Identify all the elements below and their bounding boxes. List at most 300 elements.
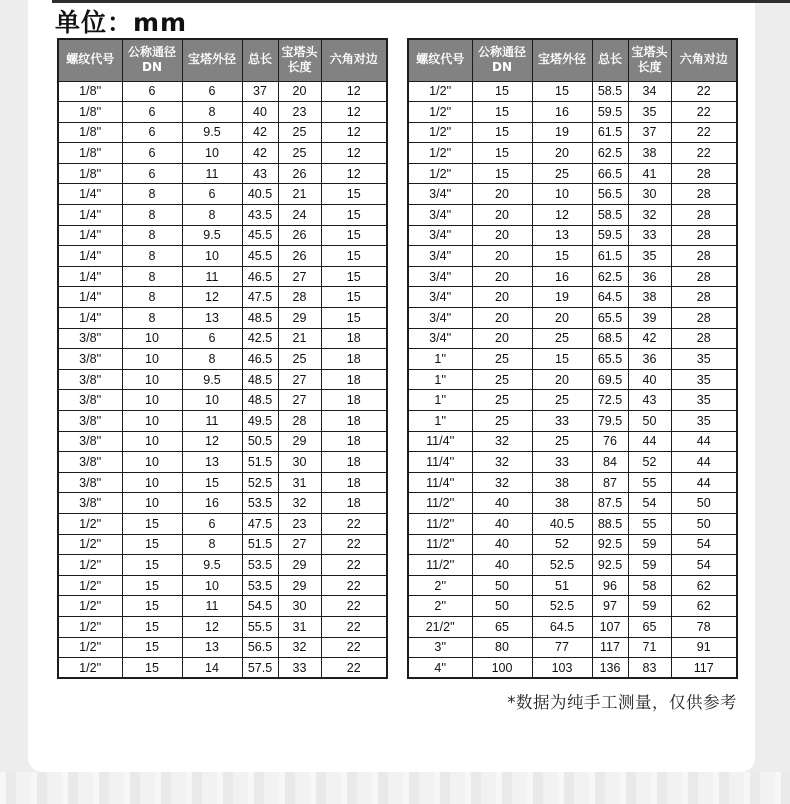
table-cell: 54.5 [242,596,278,617]
table-cell: 77 [532,637,592,658]
table-cell: 25 [278,349,321,370]
table-cell: 25 [532,328,592,349]
table-cell: 52.5 [532,555,592,576]
table-cell: 15 [532,246,592,267]
table-cell: 45.5 [242,246,278,267]
table-cell: 1/8'' [58,143,122,164]
table-cell: 15 [122,596,182,617]
table-cell: 15 [321,225,387,246]
table-cell: 3'' [408,637,472,658]
table-cell: 83 [628,658,671,679]
table-cell: 12 [321,143,387,164]
table-cell: 31 [278,472,321,493]
table-cell: 10 [122,472,182,493]
table-cell: 3/4'' [408,328,472,349]
table-cell: 11 [182,163,242,184]
table-row [58,81,387,102]
table-cell: 10 [122,493,182,514]
spec-table-right [407,38,738,679]
table-cell: 136 [592,658,628,679]
table-cell: 29 [278,555,321,576]
table-cell: 42 [628,328,671,349]
table-cell: 22 [671,122,737,143]
table-header-cell: 宝塔头 长度 [278,39,321,81]
table-row [58,349,387,370]
table-cell: 1'' [408,390,472,411]
table-cell: 6 [182,81,242,102]
table-cell: 2'' [408,575,472,596]
table-cell: 56.5 [242,637,278,658]
table-cell: 1'' [408,349,472,370]
table-row [408,81,737,102]
table-cell: 16 [532,266,592,287]
table-cell: 78 [671,616,737,637]
table-cell: 1/8'' [58,81,122,102]
table-row [58,555,387,576]
table-row [58,328,387,349]
table-cell: 103 [532,658,592,679]
table-row [58,308,387,329]
table-cell: 22 [321,637,387,658]
table-cell: 87 [592,472,628,493]
table-row [408,266,737,287]
table-cell: 26 [278,246,321,267]
table-row [58,493,387,514]
table-cell: 36 [628,266,671,287]
table-cell: 20 [472,225,532,246]
table-cell: 1/4'' [58,205,122,226]
table-cell: 28 [671,205,737,226]
table-header-cell: 螺纹代号 [58,39,122,81]
table-cell: 6 [122,163,182,184]
table-cell: 1/4'' [58,266,122,287]
table-row [408,637,737,658]
table-cell: 22 [671,143,737,164]
table-cell: 50 [671,493,737,514]
table-cell: 54 [671,534,737,555]
table-cell: 76 [592,431,628,452]
table-cell: 3/4'' [408,287,472,308]
table-cell: 8 [122,308,182,329]
table-cell: 32 [472,452,532,473]
table-cell: 12 [182,287,242,308]
table-row [408,411,737,432]
table-cell: 18 [321,472,387,493]
table-cell: 28 [671,163,737,184]
table-cell: 6 [182,513,242,534]
table-cell: 1/2'' [408,122,472,143]
table-cell: 48.5 [242,369,278,390]
table-row [58,575,387,596]
table-cell: 6 [182,184,242,205]
table-cell: 64.5 [532,616,592,637]
table-row [408,349,737,370]
table-cell: 65 [628,616,671,637]
table-cell: 18 [321,411,387,432]
table-cell: 21 [278,184,321,205]
table-cell: 10 [182,246,242,267]
table-cell: 35 [628,102,671,123]
table-cell: 62 [671,575,737,596]
table-cell: 20 [278,81,321,102]
table-cell: 22 [321,513,387,534]
table-cell: 20 [472,287,532,308]
table-cell: 55.5 [242,616,278,637]
table-cell: 15 [472,81,532,102]
table-cell: 10 [122,369,182,390]
table-cell: 22 [671,102,737,123]
table-cell: 97 [592,596,628,617]
table-cell: 18 [321,328,387,349]
table-cell: 16 [532,102,592,123]
table-cell: 3/4'' [408,266,472,287]
table-cell: 40 [472,534,532,555]
table-cell: 25 [278,143,321,164]
table-cell: 29 [278,308,321,329]
table-cell: 3/4'' [408,308,472,329]
table-cell: 1/8'' [58,122,122,143]
table-cell: 41 [628,163,671,184]
table-cell: 62.5 [592,143,628,164]
table-cell: 13 [182,308,242,329]
table-cell: 15 [122,616,182,637]
table-cell: 11/4'' [408,472,472,493]
table-row [408,658,737,679]
table-cell: 3/8'' [58,390,122,411]
table-cell: 20 [472,328,532,349]
table-row [58,143,387,164]
table-cell: 52.5 [242,472,278,493]
table-cell: 37 [242,81,278,102]
table-row [408,472,737,493]
top-border-line [52,0,790,3]
table-row [58,411,387,432]
table-cell: 8 [122,225,182,246]
table-cell: 15 [321,308,387,329]
table-cell: 10 [122,349,182,370]
table-cell: 3/8'' [58,411,122,432]
table-cell: 1'' [408,369,472,390]
table-cell: 29 [278,575,321,596]
table-cell: 117 [671,658,737,679]
table-cell: 22 [321,616,387,637]
table-cell: 40 [472,493,532,514]
table-cell: 40 [472,555,532,576]
table-cell: 40 [472,513,532,534]
table-row [58,205,387,226]
table-cell: 46.5 [242,266,278,287]
table-cell: 28 [671,266,737,287]
table-cell: 24 [278,205,321,226]
table-cell: 1/4'' [58,308,122,329]
footnote: *数据为纯手工测量，仅供参考 [507,693,737,712]
table-cell: 35 [671,349,737,370]
table-cell: 15 [472,163,532,184]
table-cell: 35 [671,411,737,432]
table-cell: 8 [122,287,182,308]
table-cell: 61.5 [592,246,628,267]
table-cell: 1/2'' [58,616,122,637]
table-cell: 53.5 [242,555,278,576]
table-cell: 91 [671,637,737,658]
table-cell: 15 [321,184,387,205]
table-cell: 33 [532,411,592,432]
table-cell: 40.5 [242,184,278,205]
table-cell: 32 [472,472,532,493]
table-cell: 2'' [408,596,472,617]
table-row [58,472,387,493]
table-cell: 51.5 [242,534,278,555]
table-cell: 19 [532,287,592,308]
table-cell: 8 [122,266,182,287]
table-cell: 22 [321,658,387,679]
table-cell: 3/4'' [408,225,472,246]
table-cell: 18 [321,431,387,452]
table-cell: 52.5 [532,596,592,617]
table-cell: 10 [182,575,242,596]
table-cell: 3/8'' [58,493,122,514]
table-cell: 87.5 [592,493,628,514]
table-cell: 12 [321,122,387,143]
table-row [58,184,387,205]
table-cell: 10 [122,431,182,452]
table-cell: 9.5 [182,225,242,246]
table-row [408,369,737,390]
table-cell: 29 [278,431,321,452]
table-row [408,246,737,267]
table-cell: 20 [472,246,532,267]
table-cell: 25 [472,390,532,411]
table-row [408,616,737,637]
table-row [408,513,737,534]
table-cell: 50 [671,513,737,534]
table-row [58,452,387,473]
table-cell: 25 [472,369,532,390]
unit-title: 单位：mm [55,8,188,37]
table-cell: 50 [472,596,532,617]
table-cell: 1/2'' [58,596,122,617]
table-cell: 44 [671,452,737,473]
table-cell: 47.5 [242,287,278,308]
table-cell: 69.5 [592,369,628,390]
table-cell: 15 [321,205,387,226]
table-cell: 11/4'' [408,452,472,473]
table-cell: 32 [628,205,671,226]
table-header-cell: 六角对边 [321,39,387,81]
table-cell: 59 [628,596,671,617]
table-cell: 15 [532,349,592,370]
table-header-cell: 六角对边 [671,39,737,81]
table-cell: 12 [532,205,592,226]
table-cell: 3/4'' [408,205,472,226]
table-cell: 46.5 [242,349,278,370]
table-header-cell: 宝塔外径 [532,39,592,81]
table-header-cell: 宝塔外径 [182,39,242,81]
table-cell: 64.5 [592,287,628,308]
table-cell: 15 [532,81,592,102]
table-cell: 40 [628,369,671,390]
table-cell: 15 [122,637,182,658]
table-cell: 1/2'' [58,534,122,555]
table-cell: 18 [321,349,387,370]
table-cell: 11/2'' [408,493,472,514]
table-row [58,163,387,184]
table-row [408,308,737,329]
table-cell: 20 [472,184,532,205]
table-cell: 10 [122,411,182,432]
table-cell: 6 [122,81,182,102]
table-cell: 39 [628,308,671,329]
table-cell: 32 [278,637,321,658]
table-cell: 22 [321,596,387,617]
table-header-cell: 总长 [592,39,628,81]
table-cell: 23 [278,102,321,123]
table-cell: 92.5 [592,555,628,576]
table-cell: 18 [321,493,387,514]
table-cell: 34 [628,81,671,102]
table-cell: 59.5 [592,225,628,246]
table-cell: 11/2'' [408,555,472,576]
table-cell: 3/8'' [58,431,122,452]
table-row [408,493,737,514]
table-cell: 54 [671,555,737,576]
table-row [58,637,387,658]
table-cell: 8 [182,349,242,370]
table-cell: 27 [278,390,321,411]
table-cell: 58.5 [592,205,628,226]
table-cell: 65 [472,616,532,637]
table-cell: 50 [628,411,671,432]
table-row [58,225,387,246]
table-cell: 3/4'' [408,246,472,267]
table-cell: 13 [182,452,242,473]
table-cell: 100 [472,658,532,679]
table-cell: 20 [472,266,532,287]
bottom-pattern-strip [0,772,790,804]
table-cell: 18 [321,369,387,390]
table-cell: 22 [321,534,387,555]
table-cell: 28 [671,328,737,349]
table-cell: 96 [592,575,628,596]
table-row [58,616,387,637]
table-cell: 4'' [408,658,472,679]
table-cell: 25 [472,349,532,370]
table-cell: 72.5 [592,390,628,411]
table-cell: 10 [122,452,182,473]
table-cell: 11 [182,411,242,432]
table-row [58,513,387,534]
table-cell: 30 [628,184,671,205]
table-cell: 66.5 [592,163,628,184]
table-cell: 38 [628,143,671,164]
table-cell: 15 [321,266,387,287]
table-cell: 21 [278,328,321,349]
table-row [58,390,387,411]
table-cell: 68.5 [592,328,628,349]
table-cell: 30 [278,596,321,617]
table-cell: 40 [242,102,278,123]
table-cell: 1/2'' [58,555,122,576]
table-row [408,390,737,411]
table-cell: 1/2'' [408,102,472,123]
table-cell: 6 [122,102,182,123]
table-cell: 10 [122,390,182,411]
table-row [408,596,737,617]
table-cell: 44 [628,431,671,452]
table-row [408,122,737,143]
table-cell: 1/2'' [58,575,122,596]
table-cell: 92.5 [592,534,628,555]
table-cell: 18 [321,452,387,473]
table-cell: 28 [278,411,321,432]
table-cell: 53.5 [242,493,278,514]
table-cell: 12 [321,102,387,123]
table-row [408,143,737,164]
table-cell: 58 [628,575,671,596]
table-cell: 12 [182,616,242,637]
table-cell: 57.5 [242,658,278,679]
table-cell: 1/2'' [408,143,472,164]
table-cell: 11 [182,266,242,287]
table-cell: 54 [628,493,671,514]
table-cell: 48.5 [242,390,278,411]
table-cell: 28 [278,287,321,308]
table-row [408,452,737,473]
table-cell: 8 [182,534,242,555]
table-cell: 1/8'' [58,102,122,123]
table-cell: 55 [628,472,671,493]
table-cell: 32 [278,493,321,514]
table-cell: 31 [278,616,321,637]
table-row [408,328,737,349]
table-row [58,369,387,390]
table-cell: 9.5 [182,555,242,576]
table-cell: 48.5 [242,308,278,329]
table-cell: 38 [628,287,671,308]
table-cell: 1/8'' [58,163,122,184]
table-cell: 8 [122,205,182,226]
table-cell: 15 [122,555,182,576]
table-cell: 117 [592,637,628,658]
table-cell: 51 [532,575,592,596]
table-cell: 22 [321,575,387,596]
table-cell: 28 [671,225,737,246]
table-cell: 79.5 [592,411,628,432]
table-row [58,266,387,287]
table-cell: 15 [321,287,387,308]
table-cell: 1/4'' [58,287,122,308]
table-cell: 25 [472,411,532,432]
table-cell: 1/2'' [408,163,472,184]
table-row [58,246,387,267]
table-cell: 59.5 [592,102,628,123]
table-cell: 25 [532,163,592,184]
table-cell: 22 [321,555,387,576]
table-cell: 53.5 [242,575,278,596]
table-cell: 58.5 [592,81,628,102]
table-cell: 35 [671,390,737,411]
table-cell: 3/8'' [58,452,122,473]
table-cell: 25 [532,431,592,452]
table-cell: 42.5 [242,328,278,349]
table-cell: 52 [532,534,592,555]
table-cell: 16 [182,493,242,514]
table-cell: 43.5 [242,205,278,226]
table-cell: 8 [122,184,182,205]
table-cell: 15 [122,534,182,555]
table-cell: 12 [321,163,387,184]
table-header-cell: 总长 [242,39,278,81]
